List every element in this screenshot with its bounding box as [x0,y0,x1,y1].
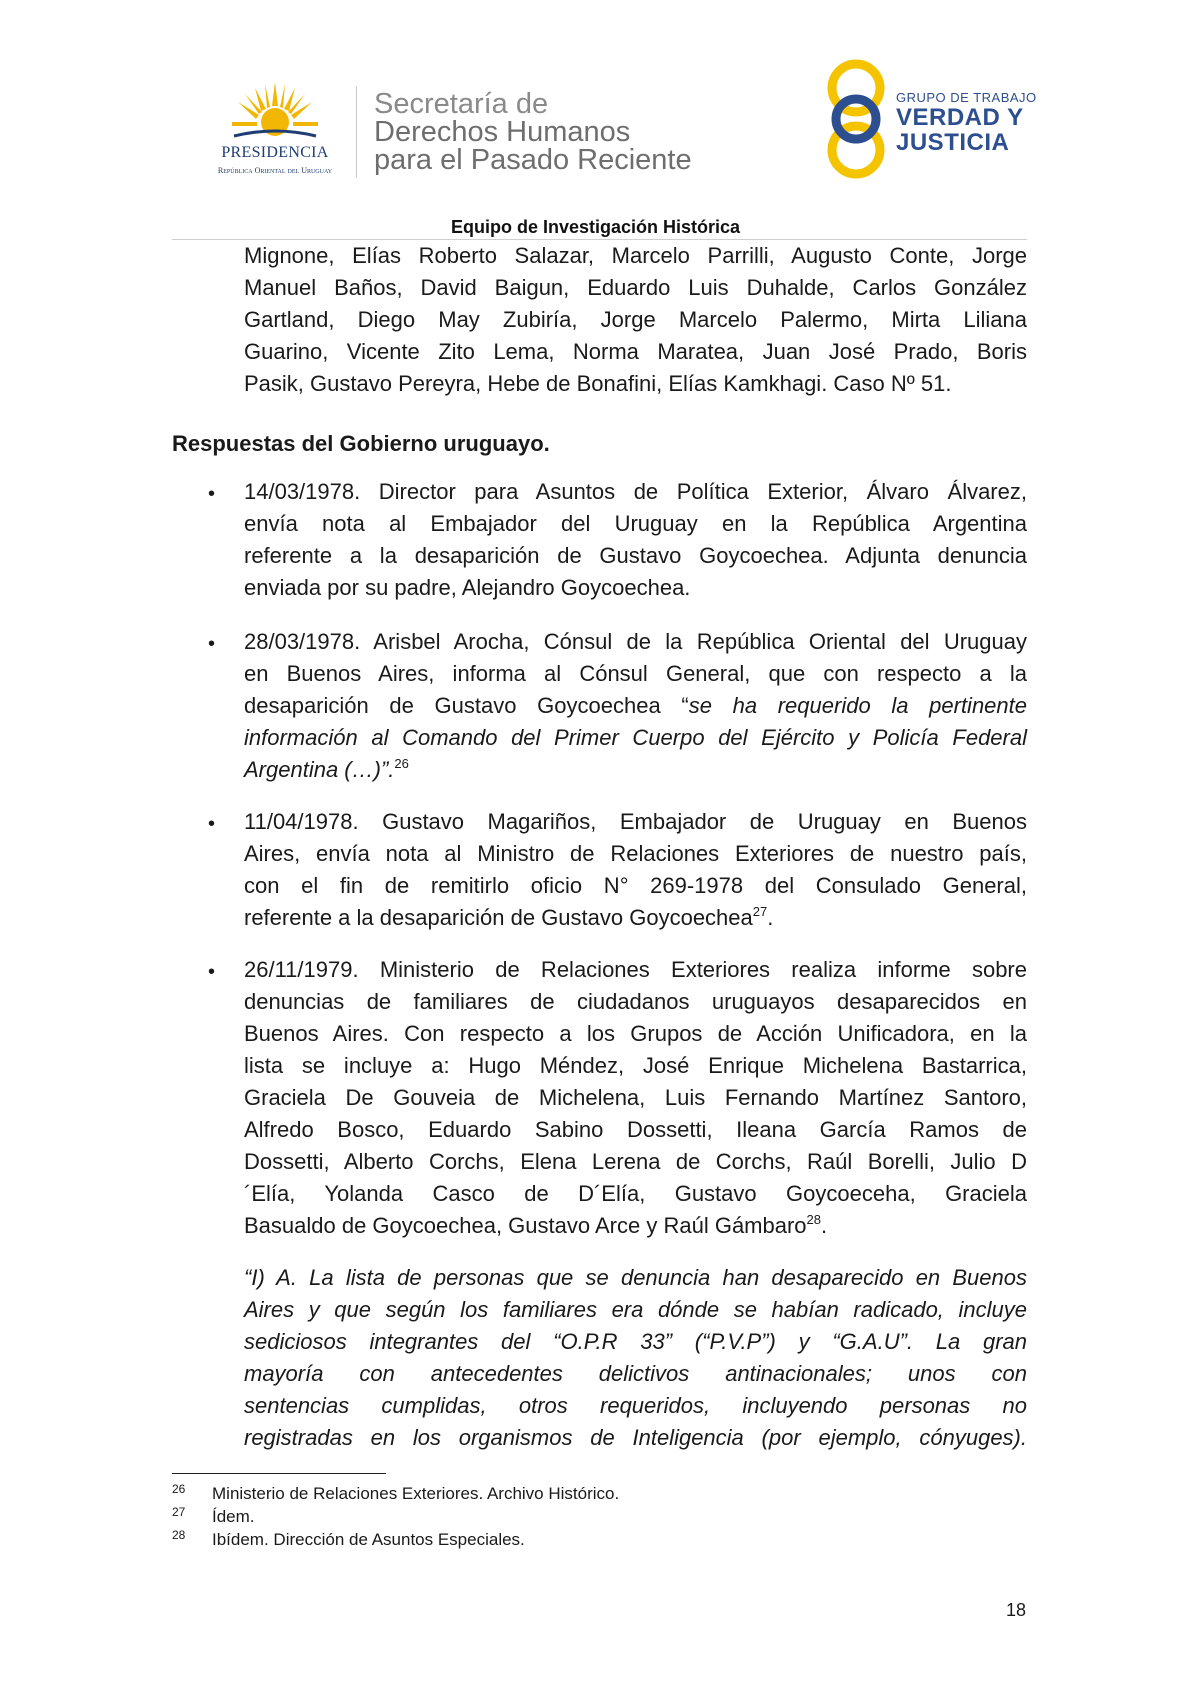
presidencia-subtitle: República Oriental del Uruguay [217,166,333,175]
footnote-ref: 28 [806,1212,822,1227]
quote-text: información al Comando del Primer Cuerpo del Ejército y Policía Federal [244,725,1027,750]
text-line: Pasik, Gustavo Pereyra, Hebe de Bonafini, Elías Kamkhagi. Caso Nº 51. [244,371,952,396]
footnote-number: 28 [172,1528,186,1542]
text-line: 14/03/1978. Director para Asuntos de Política Exterior, Álvaro Álvarez, [244,479,1027,504]
secretaria-line2: Derechos Humanos [374,116,631,148]
text-line: 28/03/1978. Arisbel Arocha, Cónsul de la República Oriental del Uruguay [244,629,1027,654]
text-line [244,690,1027,722]
text-line: denuncias de familiares de ciudadanos uruguayos desaparecidos en [244,989,1027,1014]
footnote-rule [172,1473,386,1474]
bullet-marker: • [208,483,216,505]
text-line: Manuel Baños, David Baigun, Eduardo Luis Duhalde, Carlos González [244,275,1027,300]
text-line: Gartland, Diego May Zubiría, Jorge Marcelo Palermo, Mirta Liliana [244,307,1027,332]
text-line [244,902,1027,934]
bullet-marker: • [208,813,216,835]
grupo-trabajo-text [896,90,1037,155]
list-item [244,626,1027,786]
text-line: referente a la desaparición de Gustavo Goycoechea. Adjunta denuncia [244,543,1027,568]
text-line: enviada por su padre, Alejandro Goycoechea. [244,575,691,600]
quote-line: registradas en los organismos de Inteligencia (por ejemplo, cónyuges). [244,1425,1027,1450]
presidencia-name: PRESIDENCIA [221,144,329,161]
list-item [244,954,1027,1242]
quote-line: Aires y que según los familiares era dónde se habían radicado, incluye [244,1297,1027,1322]
team-title: Equipo de Investigación Histórica [450,217,741,237]
text-line: envía nota al Embajador del Uruguay en la República Argentina [244,511,1027,536]
page-header [0,0,1191,240]
footnote-text: Ibídem. Dirección de Asuntos Especiales. [212,1530,525,1549]
text-line: ´Elía, Yolanda Casco de D´Elía, Gustavo Goycoeceha, Graciela [244,1181,1027,1206]
list-item [244,806,1027,934]
logo-divider [356,86,357,178]
text-line: en Buenos Aires, informa al Cónsul General, que con respecto a la [244,661,1027,686]
text-line [244,1210,1027,1242]
footnote-number: 27 [172,1505,186,1519]
section-heading: Respuestas del Gobierno uruguayo. [172,431,550,456]
secretaria-line1: Secretaría de [374,88,549,120]
page-number: 18 [1006,1600,1027,1620]
bullet-marker: • [208,633,216,655]
text-line: 26/11/1979. Ministerio de Relaciones Exteriores realiza informe sobre [244,957,1027,982]
text-line: Guarino, Vicente Zito Lema, Norma Maratea, Juan José Prado, Boris [244,339,1027,364]
text-line: Buenos Aires. Con respecto a los Grupos de Acción Unificadora, en la [244,1021,1027,1046]
text-line [244,754,1027,786]
secretaria-line3: para el Pasado Reciente [374,144,692,176]
text-span: . [821,1213,828,1238]
presidencia-logo [196,80,354,180]
text-span: Basualdo de Goycoechea, Gustavo Arce y Raúl Gámbaro [244,1213,807,1238]
text-span: referente a la desaparición de Gustavo Goycoechea [244,905,753,930]
grupo-line2: VERDAD Y [896,104,1024,131]
quote-line: sediciosos integrantes del “O.P.R 33” (“P.V.P”) y “G.A.U”. La gran [244,1329,1027,1354]
text-span: desaparición de Gustavo Goycoechea “ [244,693,689,718]
text-line: lista se incluye a: Hugo Méndez, José Enrique Michelena Bastarrica, [244,1053,1027,1078]
footnote-number: 26 [172,1482,186,1496]
footnote-ref: 27 [752,904,768,919]
secretaria-title [374,90,692,174]
text-line: Mignone, Elías Roberto Salazar, Marcelo Parrilli, Augusto Conte, Jorge [244,243,1027,268]
sun-emblem-icon [230,80,320,142]
list-item [244,476,1027,604]
text-span: . [767,905,774,930]
text-line: Dossetti, Alberto Corchs, Elena Lerena de Corchs, Raúl Borelli, Julio D [244,1149,1027,1174]
intro-paragraph [244,240,1027,400]
grupo-line3: JUSTICIA [896,129,1010,156]
text-line: 11/04/1978. Gustavo Magariños, Embajador de Uruguay en Buenos [244,809,1027,834]
quote-line: sentencias cumplidas, otros requeridos, incluyendo personas no [244,1393,1027,1418]
text-line: Alfredo Bosco, Eduardo Sabino Dossetti, Ileana García Ramos de [244,1117,1027,1142]
text-line: con el fin de remitirlo oficio N° 269-1978 del Consulado General, [244,873,1027,898]
quote-line: mayoría con antecedentes delictivos antinacionales; unos con [244,1361,1027,1386]
quote-text: Argentina (…)”. [244,757,395,782]
footnote-text: Ídem. [212,1507,255,1526]
quoted-report [244,1262,1027,1454]
bullet-marker: • [208,961,216,983]
grupo-line1: GRUPO DE TRABAJO [896,90,1037,105]
quote-line: “I) A. La lista de personas que se denuncia han desaparecido en Buenos [244,1265,1027,1290]
text-line: Aires, envía nota al Ministro de Relaciones Exteriores de nuestro país, [244,841,1027,866]
footnote-text: Ministerio de Relaciones Exteriores. Archivo Histórico. [212,1484,620,1503]
footnote-ref: 26 [394,756,409,771]
text-line: Graciela De Gouveia de Michelena, Luis Fernando Martínez Santoro, [244,1085,1027,1110]
quote-text: se ha requerido la pertinente [688,693,1027,718]
